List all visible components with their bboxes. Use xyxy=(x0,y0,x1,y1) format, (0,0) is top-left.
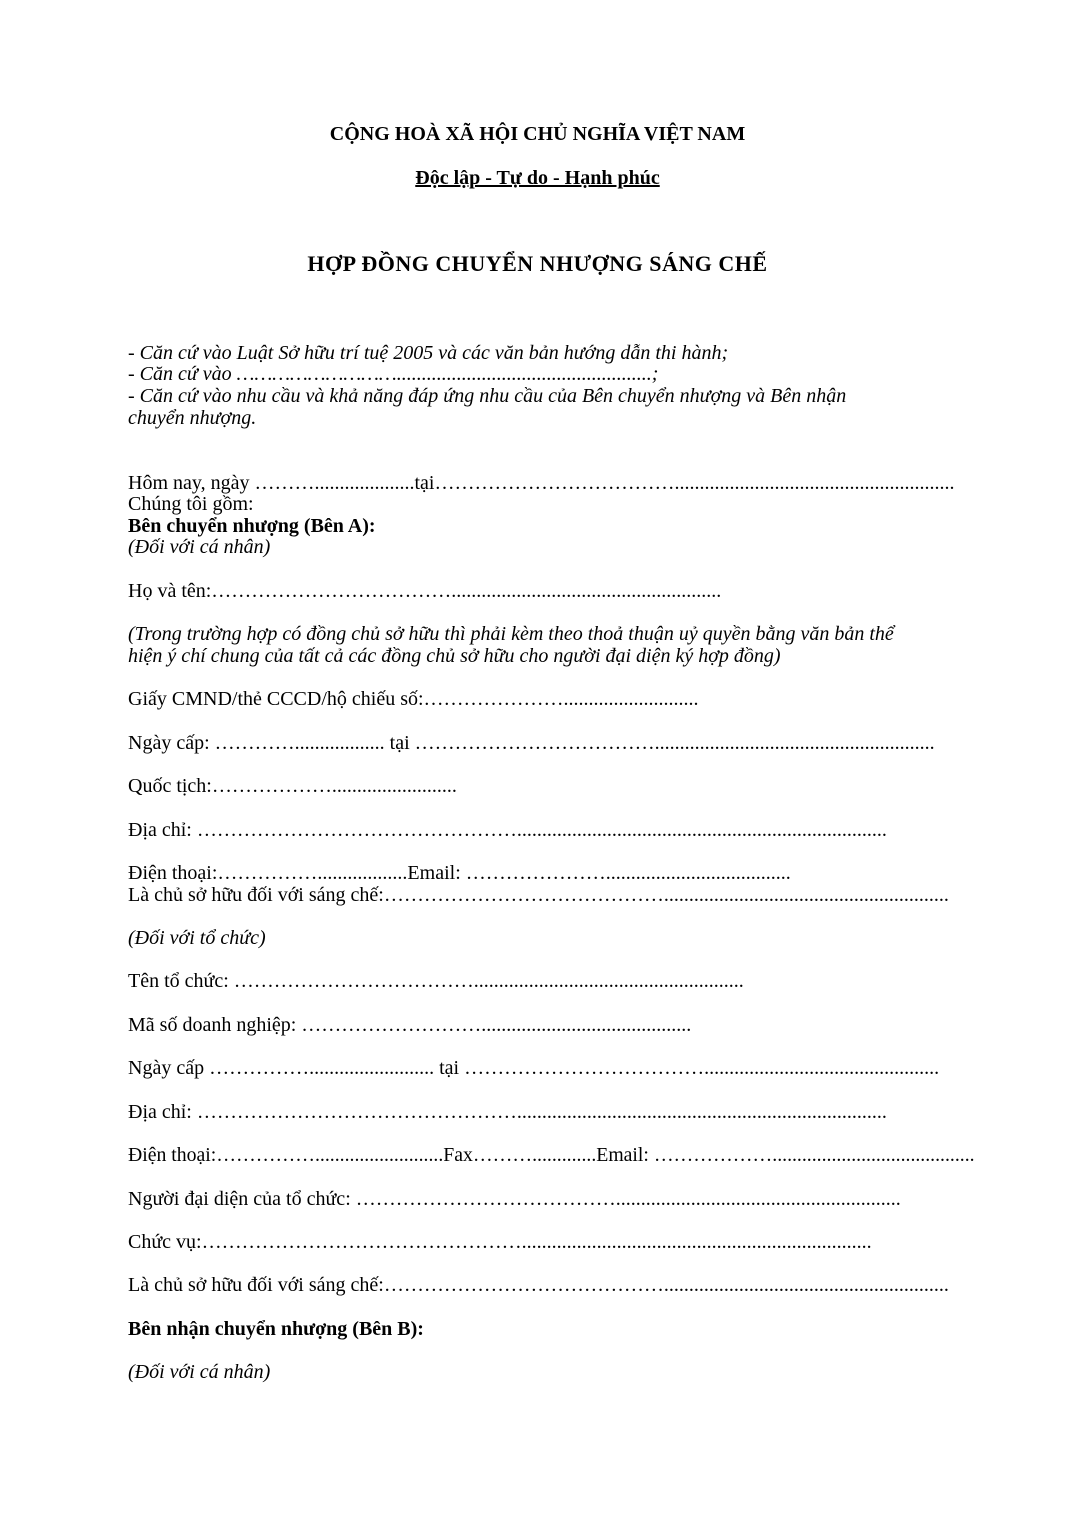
contract-title: HỢP ĐỒNG CHUYỂN NHƯỢNG SÁNG CHẾ xyxy=(307,251,768,276)
phone-email-field: Điện thoại:……………..................Email: …………………..................................... xyxy=(128,862,791,884)
nation-heading: CỘNG HOÀ XÃ HỘI CHỦ NGHĨA VIỆT NAM xyxy=(329,123,746,145)
org-address-field: Địa chỉ: ………………………………………….......................................................................... xyxy=(128,1101,887,1123)
org-owner-of-field: Là chủ sở hữu đối với sáng chế:……………………………………......................................................... xyxy=(128,1274,949,1296)
motto xyxy=(0,167,1075,189)
preamble-line: - Căn cứ vào Luật Sở hữu trí tuệ 2005 và các văn bản hướng dẫn thi hành; xyxy=(128,342,729,364)
party-a-heading: Bên chuyển nhượng (Bên A): xyxy=(128,515,376,537)
org-phone-fax-email-field: Điện thoại:……………..........................Fax……….............Email: ………………......................................... xyxy=(128,1144,975,1166)
org-issue-date-field: Ngày cấp ……………......................... tại ………………………………............................................... xyxy=(128,1057,940,1079)
representative-field: Người đại diện của tổ chức: …………………………………......................................................... xyxy=(128,1188,901,1210)
preamble-line: - Căn cứ vào nhu cầu và khả năng đáp ứng nhu cầu của Bên chuyển nhượng và Bên nhận xyxy=(128,385,847,407)
business-code-field: Mã số doanh nghiệp: ……………………….......................................... xyxy=(128,1014,692,1036)
id-number-field: Giấy CMND/thẻ CCCD/hộ chiếu số:…………………........................... xyxy=(128,688,699,710)
issue-date-field: Ngày cấp: ………….................. tại ………………………………........................................................ xyxy=(128,732,935,754)
date-place-line: Hôm nay, ngày ………....................tại………………………………........................................................ xyxy=(128,472,955,494)
full-name-field: Họ và tên:………………………………...................................................... xyxy=(128,580,722,602)
individual-note: (Đối với cá nhân) xyxy=(128,536,271,558)
preamble-line: - Căn cứ vào ………………………...................................................; xyxy=(128,363,659,385)
organization-note: (Đối với tổ chức) xyxy=(128,927,266,949)
owner-of-field: Là chủ sở hữu đối với sáng chế:……………………………………......................................................... xyxy=(128,884,949,906)
co-owner-note: hiện ý chí chung của tất cả các đồng chủ sở hữu cho người đại diện ký hợp đồng) xyxy=(128,645,781,667)
address-field: Địa chỉ: ………………………………………….......................................................................... xyxy=(128,819,887,841)
nationality-field: Quốc tịch:………………......................... xyxy=(128,775,457,797)
position-field: Chức vụ:…………………………………………...................................................................... xyxy=(128,1231,872,1253)
org-name-field: Tên tổ chức: ………………………………...................................................... xyxy=(128,970,744,992)
we-include-label: Chúng tôi gồm: xyxy=(128,493,254,515)
co-owner-note: (Trong trường hợp có đồng chủ sở hữu thì phải kèm theo thoả thuận uỷ quyền bằng văn bản thể xyxy=(128,623,894,645)
party-b-heading: Bên nhận chuyển nhượng (Bên B): xyxy=(128,1318,424,1340)
preamble-line: chuyển nhượng. xyxy=(128,407,257,429)
motto-text: Độc lập - Tự do - Hạnh phúc xyxy=(415,167,660,189)
party-b-individual-note: (Đối với cá nhân) xyxy=(128,1361,271,1383)
